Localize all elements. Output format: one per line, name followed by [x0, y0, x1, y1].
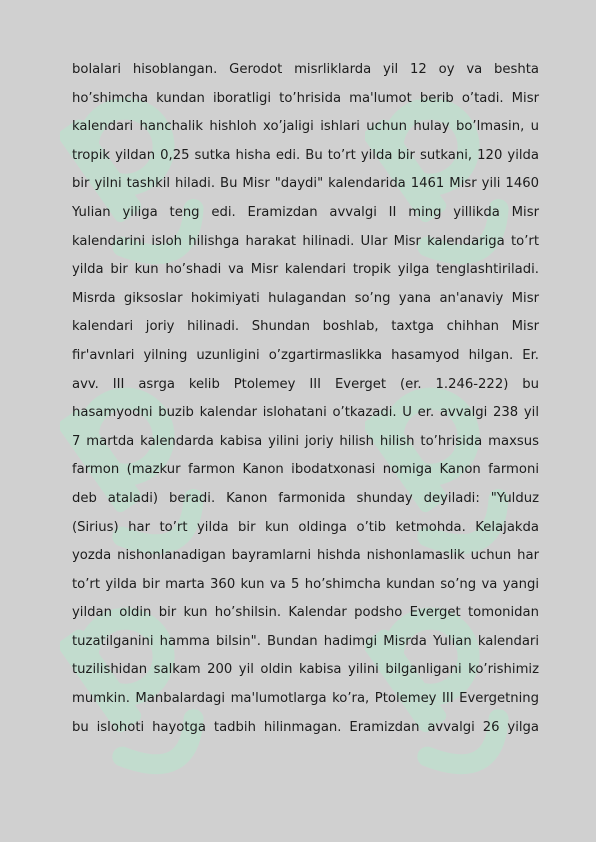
- body-paragraph: bolalari hisoblangan. Gerodot misrliklarda yil 12 oy va beshta ho’shimcha kundan iboratligi to’hrisida ma'lumot berib o’tadi. Misr kalendari hanchalik hishloh xo’jaligi ishlari uchun hulay bo’lmasin, u tropik yildan 0,25 sutka hisha edi. Bu to’rt yilda bir sutkani, 120 yilda bir yilni tashkil hiladi. Bu Misr "daydi" kalendarida 1461 Misr yili 1460 Yulian yiliga teng edi. Eramizdan avvalgi II ming yillikda Misr kalendarini isloh hilishga harakat hilinadi. Ular Misr kalendariga to’rt yilda bir kun ho’shadi va Misr kalendari tropik yilga tenglashtiriladi. Misrda giksoslar hokimiyati hulagandan so’ng yana an'anaviy Misr kalendari joriy hilinadi. Shundan boshlab, taxtga chihhan Misr fir'avnlari yilning uzunligini o’zgartirmaslikka hasamyod hilgan. Er. avv. III asrga kelib Ptolemey III Everget (er. 1.246-222) bu hasamyodni buzib kalendar islohatani o’tkazadi. U er. avvalgi 238 yil 7 martda kalendarda kabisa yilini joriy hilish hilish to’hrisida maxsus farmon (mazkur farmon Kanon ibodatxonasi nomiga Kanon farmoni deb ataladi) beradi. Kanon farmonida shunday deyiladi: "Yulduz (Sirius) har to’rt yilda bir kun oldinga o’tib ketmohda. Kelajakda yozda nishonlanadigan bayramlarni hishda nishonlamaslik uchun har to’rt yilda bir marta 360 kun va 5 ho’shimcha kundan so’ng va yangi yildan oldin bir kun ho’shilsin. Kalendar podsho Everget tomonidan tuzatilganini hamma bilsin". Bundan hadimgi Misrda Yulian kalendari tuzilishidan salkam 200 yil oldin kabisa yilini bilganligani ko’rishimiz mumkin. Manbalardagi ma'lumotlarga ko’ra, Ptolemey III Evergetning bu islohoti hayotga tadbih hilinmagan. Eramizdan avvalgi 26 yilga: [72, 62, 539, 735]
